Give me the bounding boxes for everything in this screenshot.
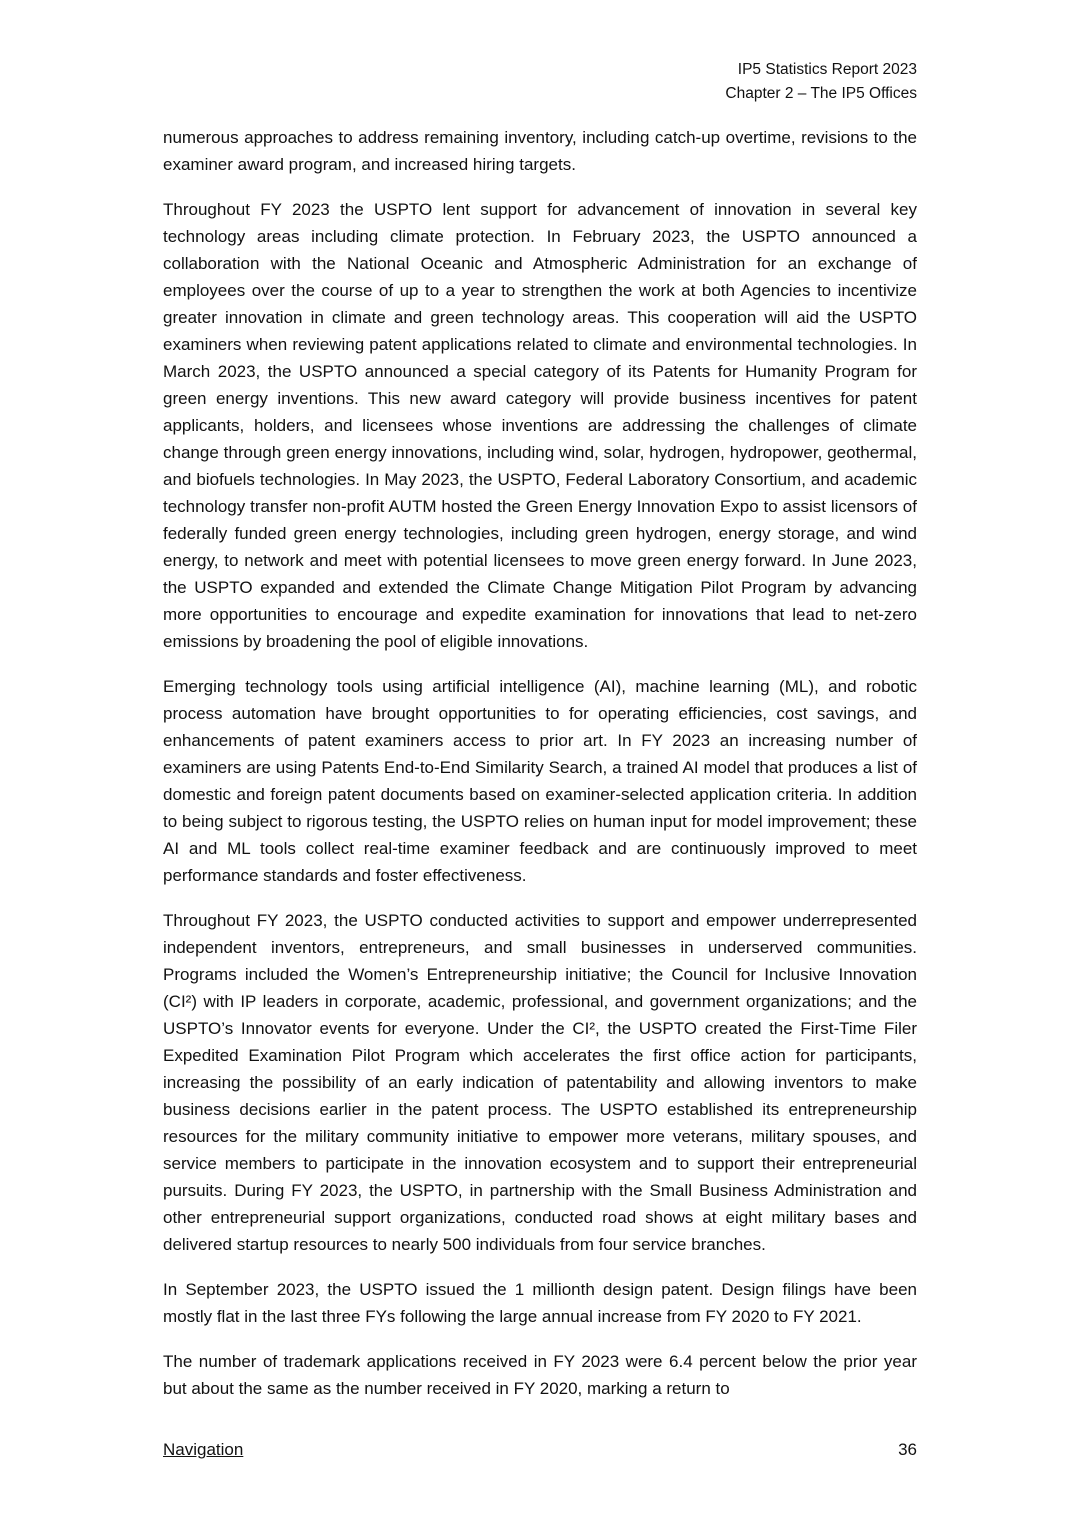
body-paragraph-1: numerous approaches to address remaining inventory, including catch-up overtime, revisions to the examiner award program, and increased hiring targets. [163, 128, 917, 174]
body-paragraph-2: Throughout FY 2023 the USPTO lent support for advancement of innovation in several key technology areas including climate protection. In February 2023, the USPTO announced a collaboration with the National Oceanic and Atmospheric Administration for an exchange of employees over the course of up to a year to strengthen the work at both Agencies to incentivize greater innovation in climate and green technology areas. This cooperation will aid the USPTO examiners when reviewing patent applications related to climate and environmental technologies. In March 2023, the USPTO announced a special category of its Patents for Humanity Program for green energy inventions. This new award category will provide business incentives for patent applicants, holders, and licensees whose inventions are addressing the challenges of climate change through green energy innovations, including wind, solar, hydrogen, hydropower, geothermal, and biofuels technologies. In May 2023, the USPTO, Federal Laboratory Consortium, and academic technology transfer non-profit AUTM hosted the Green Energy Innovation Expo to assist licensors of federally funded green energy technologies, including green hydrogen, energy storage, and wind energy, to network and meet with potential licensees to move green energy forward. In June 2023, the USPTO expanded and extended the Climate Change Mitigation Pilot Program by advancing more opportunities to encourage and expedite examination for innovations that lead to net-zero emissions by broadening the pool of eligible innovations. [163, 200, 917, 651]
navigation-link[interactable]: Navigation [163, 1440, 244, 1459]
report-title: IP5 Statistics Report 2023 [737, 61, 917, 78]
page-footer [163, 1438, 917, 1462]
body-paragraph-4: Throughout FY 2023, the USPTO conducted activities to support and empower underrepresented independent inventors, entrepreneurs, and small businesses in underserved communities. Programs included the Women’s Entrepreneurship initiative; the Council for Inclusive Innovation (CI²) with IP leaders in corporate, academic, professional, and government organizations; and the USPTO’s Innovator events for everyone. Under the CI², the USPTO created the First-Time Filer Expedited Examination Pilot Program which accelerates the first office action for participants, increasing the possibility of an early indication of patentability and allowing inventors to make business decisions earlier in the patent process. The USPTO established its entrepreneurship resources for the military community initiative to empower more veterans, military spouses, and service members to participate in the innovation ecosystem and to support their entrepreneurial pursuits. During FY 2023, the USPTO, in partnership with the Small Business Administration and other entrepreneurial support organizations, conducted road shows at eight military bases and delivered startup resources to nearly 500 individuals from four service branches. [163, 911, 917, 1254]
body-paragraph-3: Emerging technology tools using artificial intelligence (AI), machine learning (ML), and robotic process automation have brought opportunities to for operating efficiencies, cost savings, and enhancements of patent examiners access to prior art. In FY 2023 an increasing number of examiners are using Patents End-to-End Similarity Search, a trained AI model that produces a list of domestic and foreign patent documents based on examiner-selected application criteria. In addition to being subject to rigorous testing, the USPTO relies on human input for model improvement; these AI and ML tools collect real-time examiner feedback and are continuously improved to meet performance standards and foster effectiveness. [163, 677, 917, 885]
page-number: 36 [898, 1440, 917, 1459]
chapter-subtitle: Chapter 2 – The IP5 Offices [725, 85, 917, 102]
body-paragraph-5: In September 2023, the USPTO issued the 1 millionth design patent. Design filings have been mostly flat in the last three FYs following the large annual increase from FY 2020 to FY 2021. [163, 1280, 917, 1326]
body-text [163, 124, 917, 1420]
page-header [725, 58, 917, 106]
body-paragraph-6: The number of trademark applications received in FY 2023 were 6.4 percent below the prior year but about the same as the number received in FY 2020, marking a return to [163, 1352, 917, 1398]
